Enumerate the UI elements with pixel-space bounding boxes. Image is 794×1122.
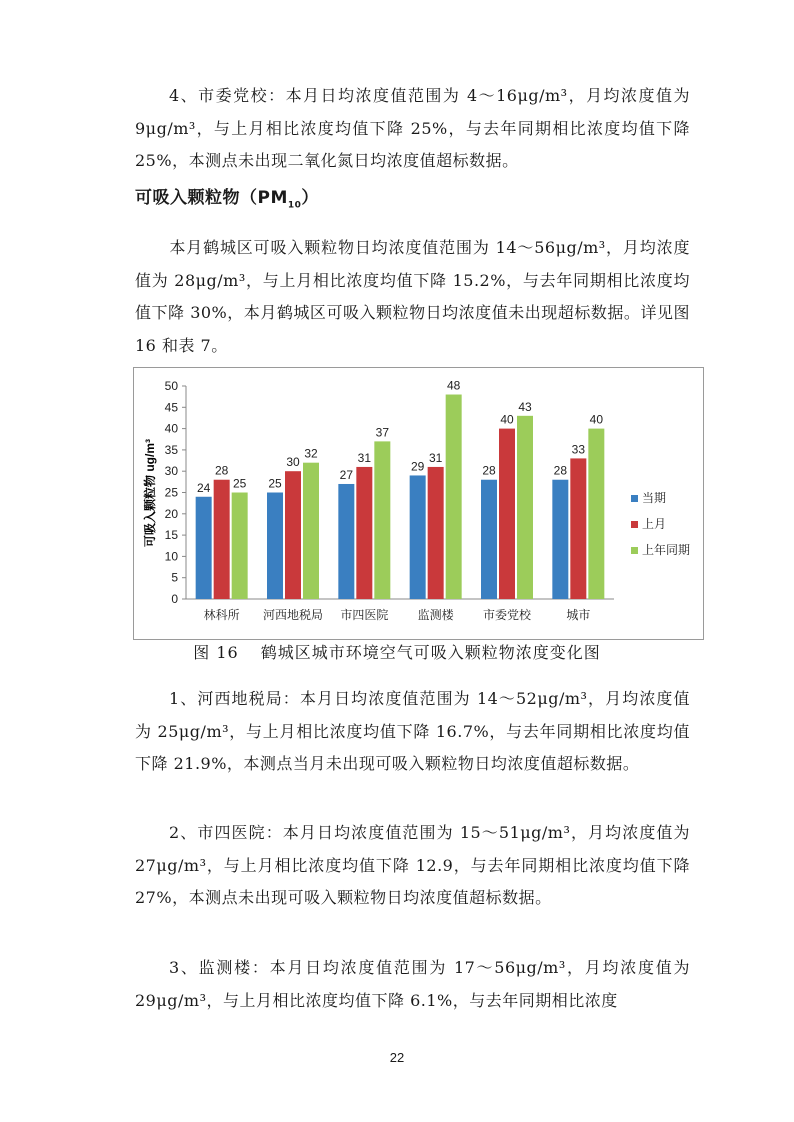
legend-label: 上月 [642,517,667,531]
y-tick-label: 50 [164,379,178,393]
bar-value-label: 43 [518,399,532,414]
x-category-label: 河西地税局 [262,608,324,622]
legend-swatch [631,495,638,502]
y-tick-label: 40 [164,421,178,436]
y-tick-label: 15 [164,528,178,543]
legend-swatch [631,521,638,528]
bar-0-4 [481,480,497,599]
bar-2-0 [232,493,248,600]
bar-value-label: 33 [571,442,586,457]
bar-value-label: 40 [589,412,604,427]
bar-value-label: 40 [500,412,514,427]
bar-1-1 [285,471,301,599]
legend-swatch [631,547,638,554]
bar-0-2 [338,484,354,599]
bar-0-3 [410,475,426,599]
y-tick-label: 20 [164,506,178,521]
y-tick-label: 45 [164,400,178,415]
bar-value-label: 29 [410,459,425,474]
bar-1-2 [356,467,372,599]
legend-label: 上年同期 [642,543,691,557]
y-tick-label: 5 [171,570,178,585]
x-category-label: 城市 [566,608,591,622]
bar-1-3 [428,467,444,599]
x-category-label: 市委党校 [482,608,532,622]
bar-1-5 [570,458,586,599]
legend-label: 当期 [642,491,667,505]
pm10-chart [133,367,704,640]
section-heading-pm10: 可吸入颗粒物$(PM_{10})$ [135,188,319,211]
bar-2-5 [588,429,604,599]
y-tick-label: 10 [164,549,178,564]
bar-0-0 [196,497,212,599]
bar-2-2 [374,441,390,599]
bar-1-4 [499,429,515,599]
paragraph-party-school: 4、市委党校：本月日均浓度值范围为 4～16μg/m³，月均浓度值为 9μg/m³，与上月相比浓度均值下降 25%，与去年同期相比浓度均值下降 25%，本测点未出现二氧化氮日均浓度值超标数据。 [135,86,690,170]
x-category-label: 林科所 [203,608,240,622]
bar-value-label: 25 [232,476,247,491]
bar-value-label: 30 [286,455,300,470]
bar-0-1 [267,493,283,600]
bar-2-1 [303,463,319,599]
paragraph-pm10-summary: 本月鹤城区可吸入颗粒物日均浓度值范围为 14～56μg/m³，月均浓度值为 28μg/m³，与上月相比浓度均值下降 15.2%，与去年同期相比浓度均值下降 30%，本月鹤城区可吸入颗粒物日均浓度值未出现超标数据。详见图 16 和表 7。 [135,238,690,355]
paragraph-fourth-hospital: 2、市四医院：本月日均浓度值范围为 15～51μg/m³，月均浓度值为 27μg/m³，与上月相比浓度均值下降 12.9，与去年同期相比浓度均值下降 27%，本测点未出现可吸入颗粒物日均浓度值超标数据。 [135,823,690,907]
page-number: 22 [389,1050,405,1065]
bar-value-label: 28 [214,463,229,478]
bar-value-label: 27 [339,467,354,482]
bar-value-label: 28 [482,463,496,478]
figure-caption: 图 16 鹤城区城市环境空气可吸入颗粒物浓度变化图 [193,643,601,662]
y-tick-label: 0 [171,592,178,606]
bar-value-label: 28 [553,463,568,478]
bar-value-label: 31 [428,450,443,465]
bar-value-label: 48 [446,378,461,393]
y-axis-label: 可吸入颗粒物 ug/m³ [143,439,157,547]
paragraph-hexi-tax: 1、河西地税局：本月日均浓度值范围为 14～52μg/m³，月均浓度值为 25μg/m³，与上月相比浓度均值下降 16.7%，与去年同期相比浓度均值下降 21.9%，本测点当月未出现可吸入颗粒物日均浓度值超标数据。 [135,689,690,773]
bar-1-0 [214,480,230,599]
pm10-bar-chart [134,368,703,639]
y-tick-label: 25 [164,485,178,500]
x-category-label: 市四医院 [340,608,389,622]
x-category-label: 监测楼 [417,608,454,622]
y-tick-label: 35 [164,442,178,457]
bar-value-label: 32 [304,446,318,461]
bar-0-5 [552,480,568,599]
bar-2-4 [517,416,533,599]
paragraph-monitoring-building: 3、监测楼：本月日均浓度值范围为 17～56μg/m³，月均浓度值为 29μg/m³，与上月相比浓度均值下降 6.1%，与去年同期相比浓度 [135,958,690,1010]
bar-value-label: 37 [375,425,390,440]
y-tick-label: 30 [164,464,178,479]
bar-value-label: 25 [268,476,282,491]
bar-value-label: 31 [357,450,372,465]
bar-value-label: 24 [196,480,211,495]
bar-2-3 [446,395,462,599]
